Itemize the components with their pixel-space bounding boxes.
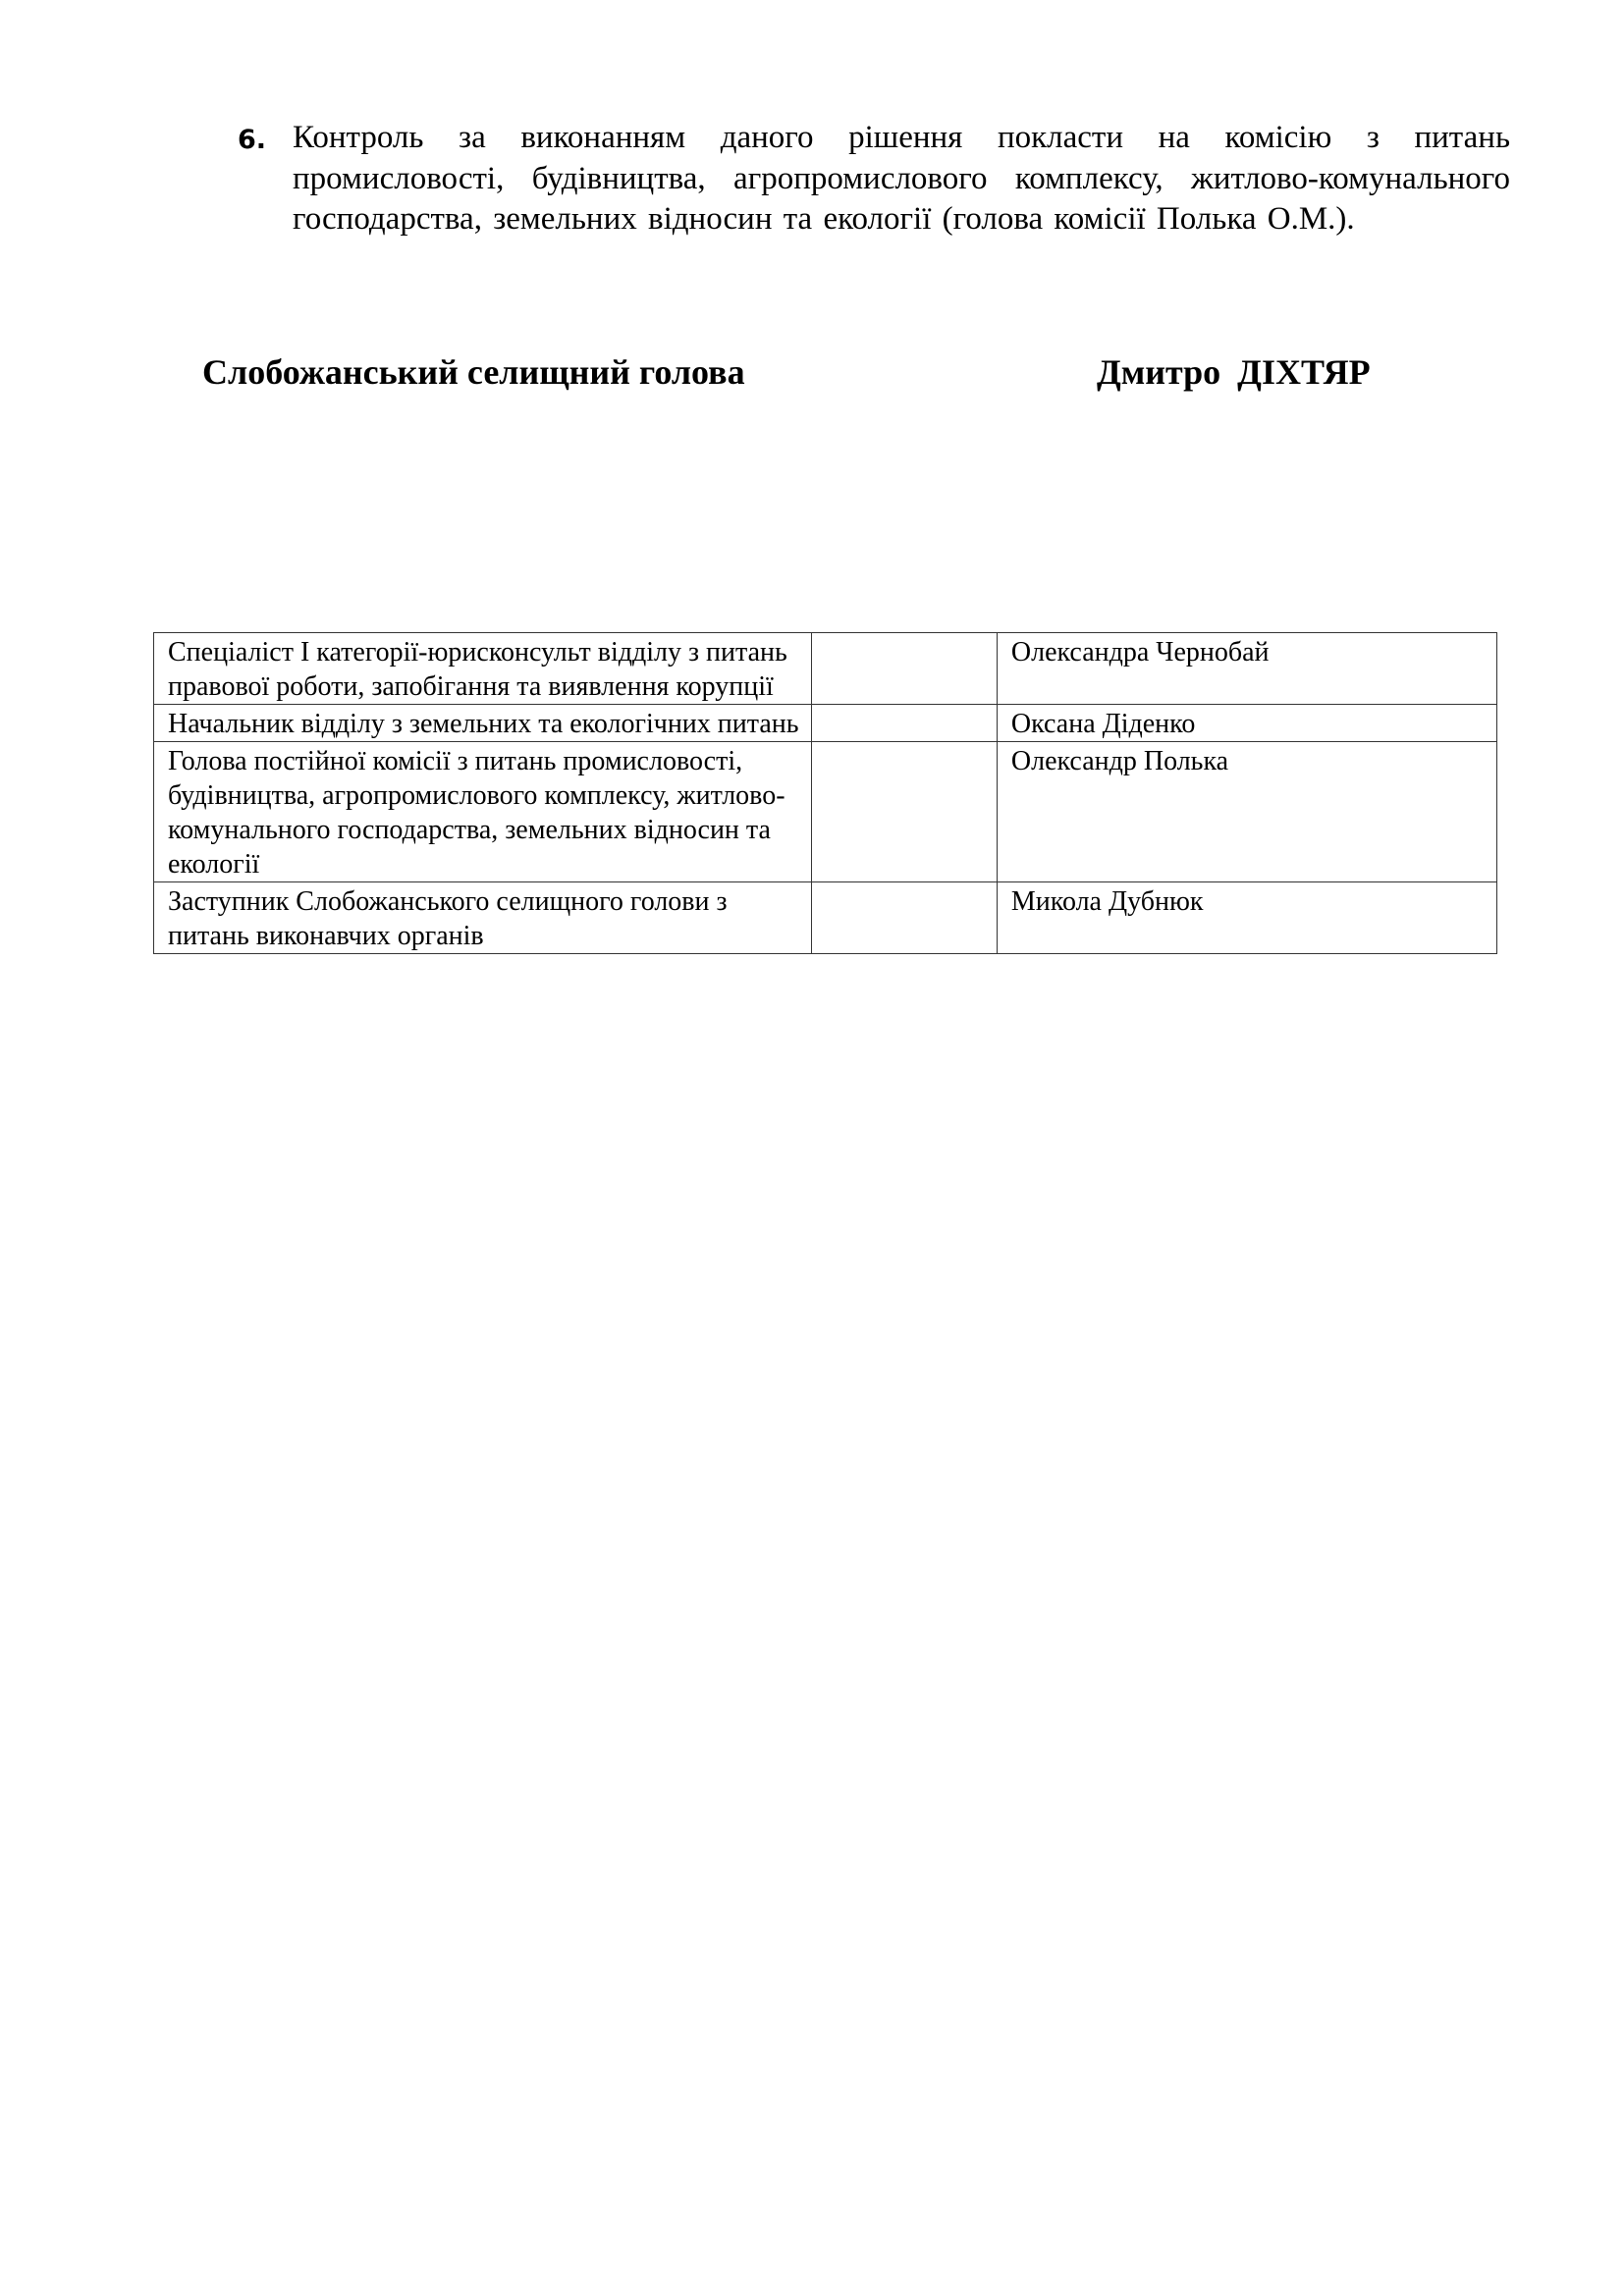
item-number: 6.: [238, 125, 267, 155]
approval-table: [153, 632, 1497, 954]
table-row: [154, 633, 1497, 705]
approver-position: Спеціаліст І категорії-юрисконсульт відділу з питань правової роботи, запобігання та виявлення корупції: [154, 633, 812, 705]
approver-position: Голова постійної комісії з питань промисловості, будівництва, агропромислового комплексу, житлово-комунального господарства, земельних відносин та екології: [154, 742, 812, 882]
approver-position: Заступник Слобожанського селищного голови з питань виконавчих органів: [154, 882, 812, 954]
item-text: Контроль за виконанням даного рішення покласти на комісію з питань промисловості, будівництва, агропромислового комплексу, житлово-комунального господарства, земельних відносин та екології (голова комісії Полька О.М.).: [293, 120, 1510, 237]
table-row: [154, 882, 1497, 954]
table-row: [154, 742, 1497, 882]
approver-name: Олександра Чернобай: [997, 633, 1496, 705]
signatory-name: Дмитро ДІХТЯР: [1097, 352, 1371, 392]
approver-name: Оксана Діденко: [997, 705, 1496, 742]
signature-cell: [812, 742, 998, 882]
signature-cell: [812, 882, 998, 954]
approver-name: Микола Дубнюк: [997, 882, 1496, 954]
approver-position: Начальник відділу з земельних та екологічних питань: [154, 705, 812, 742]
signature-cell: [812, 705, 998, 742]
signatory-position: Слобожанський селищний голова: [202, 352, 745, 392]
table-row: [154, 705, 1497, 742]
approver-name: Олександр Полька: [997, 742, 1496, 882]
decision-item-6: [238, 118, 1514, 240]
signature-cell: [812, 633, 998, 705]
